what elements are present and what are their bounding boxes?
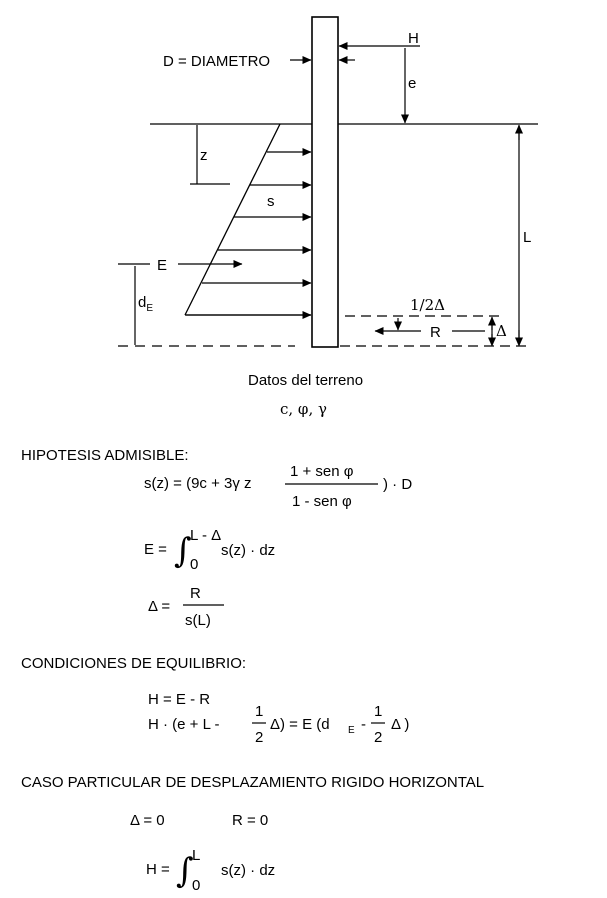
s-formula-rhs: ) · D — [383, 476, 413, 493]
equilibrium-eq2-sub: E — [348, 725, 355, 736]
pressure-arrows — [186, 152, 311, 315]
H-integral-lower: 0 — [192, 877, 201, 894]
particular-heading: CASO PARTICULAR DE DESPLAZAMIENTO RIGIDO HORIZONTAL — [21, 774, 485, 791]
E-integral-sign: ∫ — [174, 531, 192, 571]
force-H-label: H — [408, 30, 419, 47]
E-integral-lower: 0 — [190, 556, 199, 573]
equilibrium-frac1-num: 1 — [255, 703, 264, 720]
hypothesis-heading: HIPOTESIS ADMISIBLE: — [21, 447, 189, 464]
delta-formula-num: R — [190, 585, 201, 602]
z-label: z — [200, 147, 208, 164]
equilibrium-eq2-c: - — [361, 716, 366, 733]
diameter-label: D = DIAMETRO — [163, 53, 271, 70]
delta-label: Δ — [496, 322, 507, 340]
H-integral-sign: ∫ — [176, 851, 194, 891]
H-formula-lhs: H = — [146, 861, 170, 878]
force-E-label: E — [157, 257, 168, 274]
s-formula-lhs: s(z) = (9c + 3γ z — [144, 475, 252, 492]
pile — [312, 17, 338, 347]
soil-title: Datos del terreno — [248, 372, 364, 389]
half-delta-label: 1/2Δ — [410, 296, 445, 314]
equilibrium-eq2-d: Δ ) — [391, 716, 410, 733]
equilibrium-frac2-den: 2 — [374, 729, 383, 746]
force-R-label: R — [430, 324, 441, 341]
equilibrium-eq1: H = E - R — [148, 691, 211, 708]
particular-cond2: R = 0 — [232, 812, 269, 829]
equilibrium-frac2-num: 1 — [374, 703, 383, 720]
L-label: L — [523, 229, 532, 246]
E-integrand: s(z) · dz — [221, 542, 276, 559]
equilibrium-eq2-b: Δ) = E (d — [270, 716, 330, 733]
delta-formula-den: s(L) — [185, 612, 211, 629]
soil-params: c, φ, γ — [280, 400, 327, 418]
delta-formula-lhs: Δ = — [148, 598, 171, 615]
s-label: s — [267, 193, 275, 210]
s-formula-num: 1 + sen φ — [290, 463, 354, 480]
E-integral-upper: L - Δ — [190, 527, 222, 544]
H-integral-upper: L — [192, 847, 201, 864]
equilibrium-frac1-den: 2 — [255, 729, 264, 746]
dE-label: $d_E$ — [138, 294, 154, 314]
equilibrium-eq2-a: H · (e + L - — [148, 716, 220, 733]
s-formula-den: 1 - sen φ — [292, 493, 352, 510]
E-formula-lhs: E = — [144, 541, 167, 558]
H-integrand: s(z) · dz — [221, 862, 276, 879]
particular-cond1: Δ = 0 — [130, 812, 165, 829]
e-label: e — [408, 75, 417, 92]
equilibrium-heading: CONDICIONES DE EQUILIBRIO: — [21, 655, 247, 672]
